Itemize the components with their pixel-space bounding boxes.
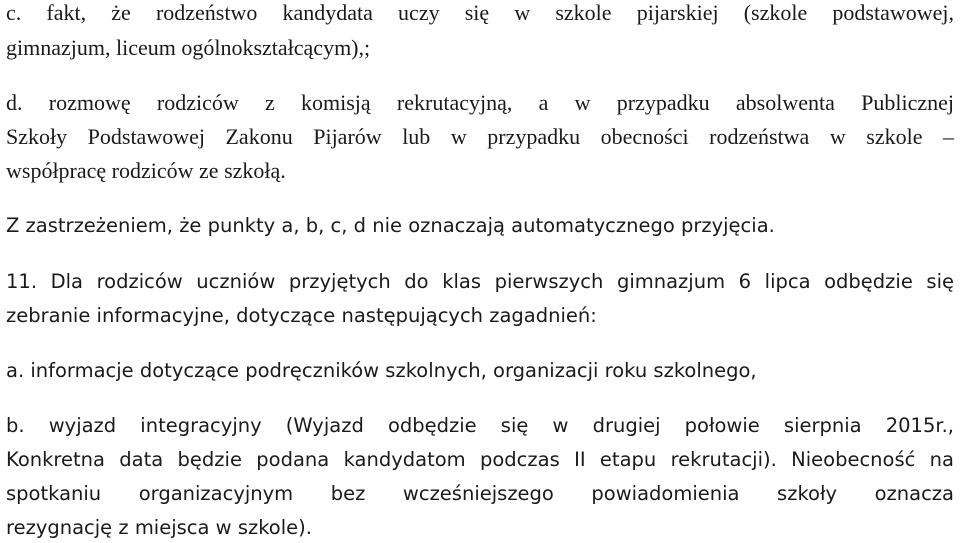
item-c-line-1: c. fakt, że rodzeństwo kandydata uczy się w szkole pijarskiej (szkole podstawowej, [6,0,954,25]
item-d-line-2: Szkoły Podstawowej Zakonu Pijarów lub w przypadku obecności rodzeństwa w szkole – [6,124,954,149]
item-b-line-2: Konkretna data będzie podana kandydatom podczas II etapu rekrutacji). Nieobecność na [6,448,954,471]
item-c-line-2: gimnazjum, liceum ogólnokształcącym),; [6,35,371,60]
item-d-line-1: d. rozmowę rodziców z komisją rekrutacyjną, a w przypadku absolwenta Publicznej [6,90,954,115]
point-11-line-1: 11. Dla rodziców uczniów przyjętych do klas pierwszych gimnazjum 6 lipca odbędzie się [6,270,954,293]
item-d-line-3: współpracę rodziców ze szkołą. [6,158,286,183]
point-11-line-2: zebranie informacyjne, dotyczące następujących zagadnień: [6,304,597,327]
item-b-line-3: spotkaniu organizacyjnym bez wcześniejszego powiadomienia szkoły oznacza [6,482,954,505]
item-b-line-4: rezygnację z miejsca w szkole). [6,516,312,539]
item-b-line-1: b. wyjazd integracyjny (Wyjazd odbędzie się w drugiej połowie sierpnia 2015r., [6,414,954,437]
reservation-note: Z zastrzeżeniem, że punkty a, b, c, d nie oznaczają automatycznego przyjęcia. [6,214,775,237]
item-a: a. informacje dotyczące podręczników szkolnych, organizacji roku szkolnego, [6,359,757,382]
